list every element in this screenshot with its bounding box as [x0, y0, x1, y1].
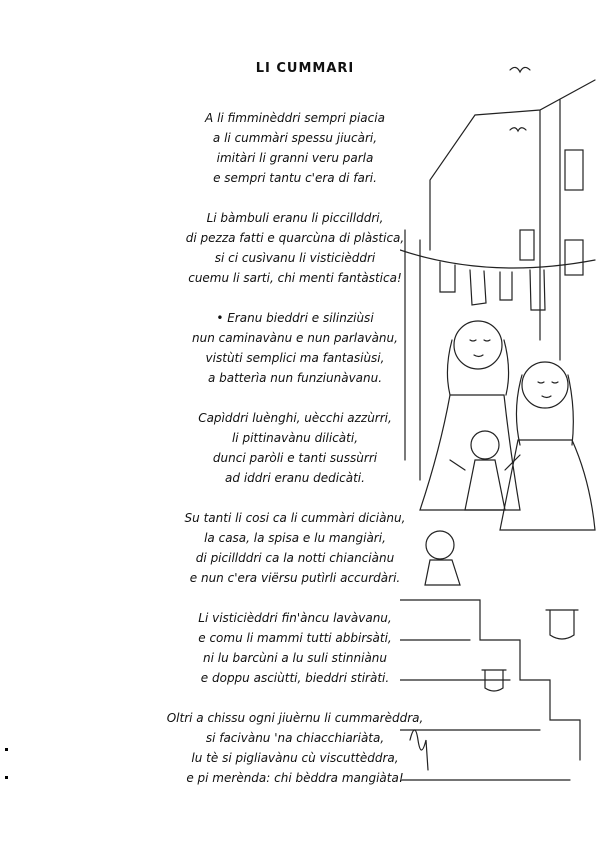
- poem-line: si facivànu 'na chiacchiariàta,: [205, 731, 385, 745]
- poem-line: a li cummàri spessu jiucàri,: [212, 131, 378, 145]
- bird-icon: [510, 67, 530, 72]
- poem-line: li pittinavànu dilicàti,: [231, 431, 359, 445]
- poem-line: lu tè si pigliavànu cù viscuttèddra,: [191, 751, 399, 765]
- poem-line: ni lu barcùni a lu suli stinniànu: [202, 651, 388, 665]
- poem-line: cuemu li sarti, chi menti fantàstica!: [188, 271, 402, 285]
- poem-line: dunci paròli e tanti sussùrri: [212, 451, 378, 465]
- poem-line: nun caminavànu e nun parlavànu,: [192, 331, 398, 345]
- poem-line: e pi merènda: chi bèddra mangiàta!: [186, 771, 404, 785]
- poem-title: LI CUMMARI: [255, 61, 355, 76]
- poem-line: la casa, la spisa e lu mangiàri,: [204, 531, 386, 545]
- poem-line: vistùti semplici ma fantasiùsi,: [205, 351, 385, 365]
- poem-line: imitàri li granni veru parla: [216, 151, 374, 165]
- poem-line: Su tanti li cosi ca li cummàri diciànu,: [184, 511, 406, 525]
- poem-line: a batterìa nun funziunàvanu.: [207, 371, 383, 385]
- poem-line: di pezza fatti e quarcùna di plàstica,: [185, 231, 405, 245]
- poem-line: e comu li mammi tutti abbirsàti,: [198, 631, 392, 645]
- poem-line: e sempri tantu c'era di fari.: [213, 171, 377, 185]
- poem-line: Li visticièddri fin'àncu lavàvanu,: [198, 611, 392, 625]
- poem-line: Oltri a chissu ogni jiuèrnu li cummarèddra,: [166, 711, 424, 725]
- poem-line: ad iddri eranu dedicàti.: [225, 471, 365, 485]
- margin-mark: [5, 748, 8, 751]
- poem-line: di picillddri ca la notti chianciànu: [195, 551, 395, 565]
- poem-line: e doppu asciùtti, bieddri stiràti.: [200, 671, 390, 685]
- poem-line: si ci cusìvanu li visticièddri: [214, 251, 376, 265]
- bird-icon: [510, 128, 526, 131]
- alley-girls-illustration: [400, 40, 600, 830]
- margin-mark: [5, 776, 8, 779]
- poem-line: Li bàmbuli eranu li piccillddri,: [206, 211, 384, 225]
- poem-line: A li fimminèddri sempri piacia: [205, 111, 385, 125]
- pot-icon: [546, 610, 578, 639]
- poem-line: Capìddri luènghi, uècchi azzùrri,: [198, 411, 392, 425]
- poem-line: e nun c'era viërsu putìrli accurdàri.: [189, 571, 401, 585]
- poem-line: • Eranu bieddri e silinziùsi: [216, 311, 374, 325]
